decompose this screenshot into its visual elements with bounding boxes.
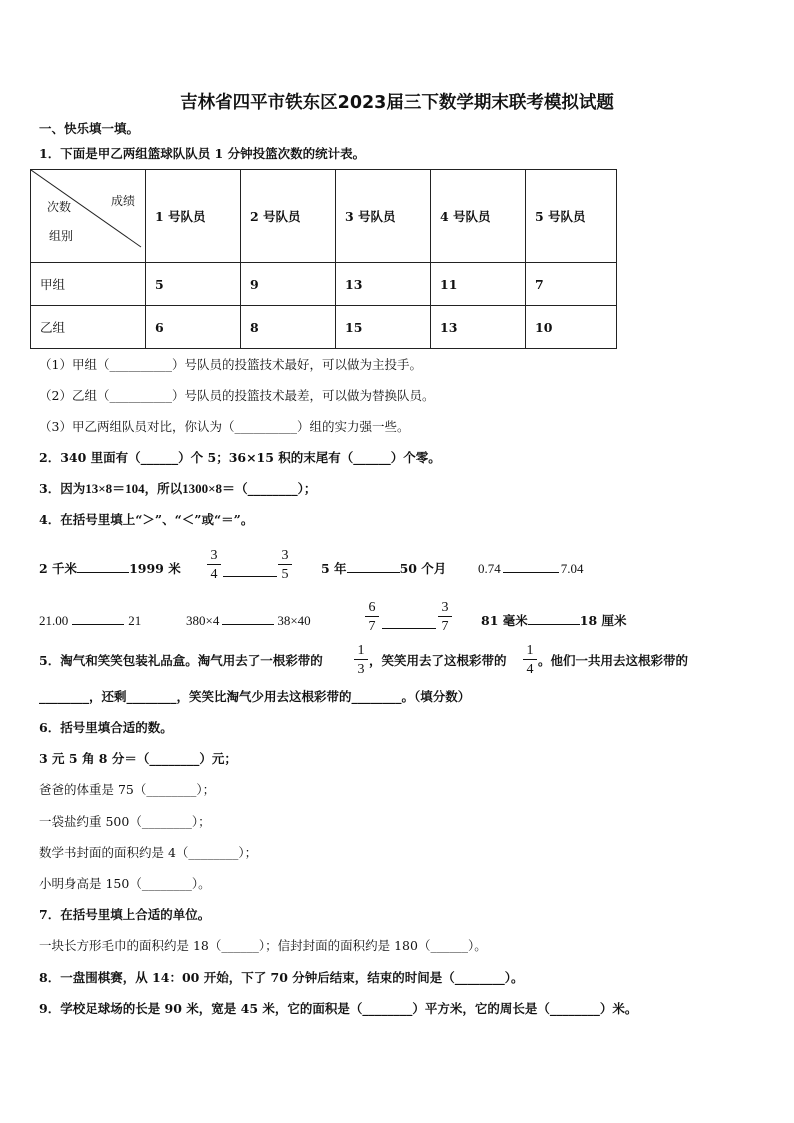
table-cell: 9: [241, 263, 336, 306]
q3-equation-2: 1300×8＝: [182, 481, 236, 496]
table-cell: 6: [146, 306, 241, 349]
page-title: 吉林省四平市铁东区2023届三下数学期末联考模拟试题: [180, 93, 614, 113]
question-6-line-1: 3 元 5 角 8 分＝（________）元；: [39, 751, 237, 766]
question-5-part-b: ，笑笑用去了这根彩带的: [369, 653, 507, 668]
table-row: [31, 306, 617, 349]
question-6-line-3: 一袋盐约重 500（________）；: [39, 814, 211, 829]
table-cell: 5: [146, 263, 241, 306]
header-player-3: 3 号队员: [336, 170, 431, 263]
q4-r2-b-right: 38×40: [277, 613, 311, 628]
q4-r1-a-left: 2 千米: [39, 561, 78, 576]
compare-blank: [347, 559, 400, 573]
question-6-line-4: 数学书封面的面积约是 4（________）；: [39, 845, 258, 860]
question-9: 9．学校足球场的长是 90 米，宽是 45 米，它的面积是（________）平方米，它的周长是（________）米。: [39, 1001, 638, 1016]
q3-part-a: 3．因为: [39, 481, 86, 496]
question-4-stem: 4．在括号里填上“＞”、“＜”或“＝”。: [39, 512, 254, 527]
fraction: 3 7: [438, 600, 452, 634]
q4-r1-a-right: 1999 米: [129, 561, 181, 576]
question-7-stem: 7．在括号里填上合适的单位。: [39, 907, 211, 922]
compare-blank: [503, 559, 559, 573]
table-cell: 15: [336, 306, 431, 349]
q4-r2-item-d: [481, 611, 627, 629]
question-3: [39, 481, 316, 497]
question-1-sub-1: （1）甲组（__________）号队员的投篮技术最好，可以做为主投手。: [39, 357, 422, 372]
q4-r2-item-a: [39, 611, 141, 629]
question-6-line-2: 爸爸的体重是 75（________）；: [39, 782, 216, 797]
table-cell: 10: [526, 306, 617, 349]
diag-label-score: 成绩: [111, 194, 136, 208]
fraction: 3 4: [207, 548, 221, 582]
compare-blank: [72, 611, 124, 625]
table-row: [31, 263, 617, 306]
fraction: 6 7: [365, 600, 379, 634]
section-heading: 一、快乐填一填。: [39, 121, 140, 136]
q4-r1-d-left: 0.74: [478, 561, 501, 576]
question-2: 2．340 里面有（______）个 5；36×15 积的末尾有（______）个零。: [39, 450, 441, 465]
q4-r1-item-d: [478, 559, 584, 577]
table-cell: 13: [336, 263, 431, 306]
q3-answer-blank: （________）；: [235, 481, 317, 496]
q4-r1-item-c: [321, 559, 446, 577]
q4-r2-d-right: 18 厘米: [579, 613, 627, 628]
diagonal-header-cell: [31, 170, 146, 263]
question-5-part-c: 。他们一共用去这根彩带的: [538, 653, 689, 668]
header-player-5: 5 号队员: [526, 170, 617, 263]
diagonal-lines: [31, 170, 145, 262]
q4-r1-c-right: 50 个月: [399, 561, 447, 576]
table-cell: 13: [431, 306, 526, 349]
compare-blank: [222, 611, 274, 625]
q4-r2-d-left: 81 毫米: [481, 613, 528, 628]
stats-table: [30, 169, 617, 349]
header-player-2: 2 号队员: [241, 170, 336, 263]
table-cell: 7: [526, 263, 617, 306]
fraction: 1 3: [354, 643, 368, 677]
fraction: 3 5: [278, 548, 292, 582]
table-cell: 11: [431, 263, 526, 306]
question-6-stem: 6．括号里填合适的数。: [39, 720, 173, 735]
q3-part-c: ，所以: [144, 481, 183, 496]
q4-r2-b-left: 380×4: [186, 613, 220, 628]
compare-blank: [223, 563, 277, 577]
q4-r1-c-left: 5 年: [321, 561, 347, 576]
question-5-part-a: 5．淘气和笑笑包装礼品盒。淘气用去了一根彩带的: [39, 653, 323, 668]
header-player-4: 4 号队员: [431, 170, 526, 263]
header-player-1: 1 号队员: [146, 170, 241, 263]
q4-r1-item-a: [39, 559, 181, 577]
row-label-jia: 甲组: [31, 263, 146, 306]
question-1-sub-3: （3）甲乙两组队员对比，你认为（__________）组的实力强一些。: [39, 419, 410, 434]
compare-blank: [77, 559, 129, 573]
q4-r1-d-right: 7.04: [560, 561, 584, 576]
diag-label-group: 组别: [49, 229, 74, 243]
row-label-yi: 乙组: [31, 306, 146, 349]
compare-blank: [528, 611, 580, 625]
question-6-line-5: 小明身高是 150（________）。: [39, 876, 211, 891]
fraction: 1 4: [523, 643, 537, 677]
q3-equation-1: 13×8＝104: [85, 481, 145, 496]
question-7-line-1: 一块长方形毛巾的面积约是 18（______）；信封封面的面积约是 180（______）。: [39, 938, 487, 953]
q4-r2-item-b: [186, 611, 311, 629]
q4-r2-a-left: 21.00: [39, 613, 69, 628]
diag-label-count: 次数: [47, 200, 72, 214]
question-5-line-2: ________，还剩________，笑笑比淘气少用去这根彩带的________。（填分数）: [39, 689, 471, 704]
question-1-stem: 1．下面是甲乙两组篮球队队员 1 分钟投篮次数的统计表。: [39, 146, 366, 161]
question-8: 8．一盘围棋赛，从 14：00 开始，下了 70 分钟后结束，结束的时间是（________）。: [39, 970, 524, 985]
table-cell: 8: [241, 306, 336, 349]
question-1-sub-2: （2）乙组（__________）号队员的投篮技术最差，可以做为替换队员。: [39, 388, 435, 403]
q4-r2-a-right: 21: [128, 613, 142, 628]
compare-blank: [382, 615, 436, 629]
